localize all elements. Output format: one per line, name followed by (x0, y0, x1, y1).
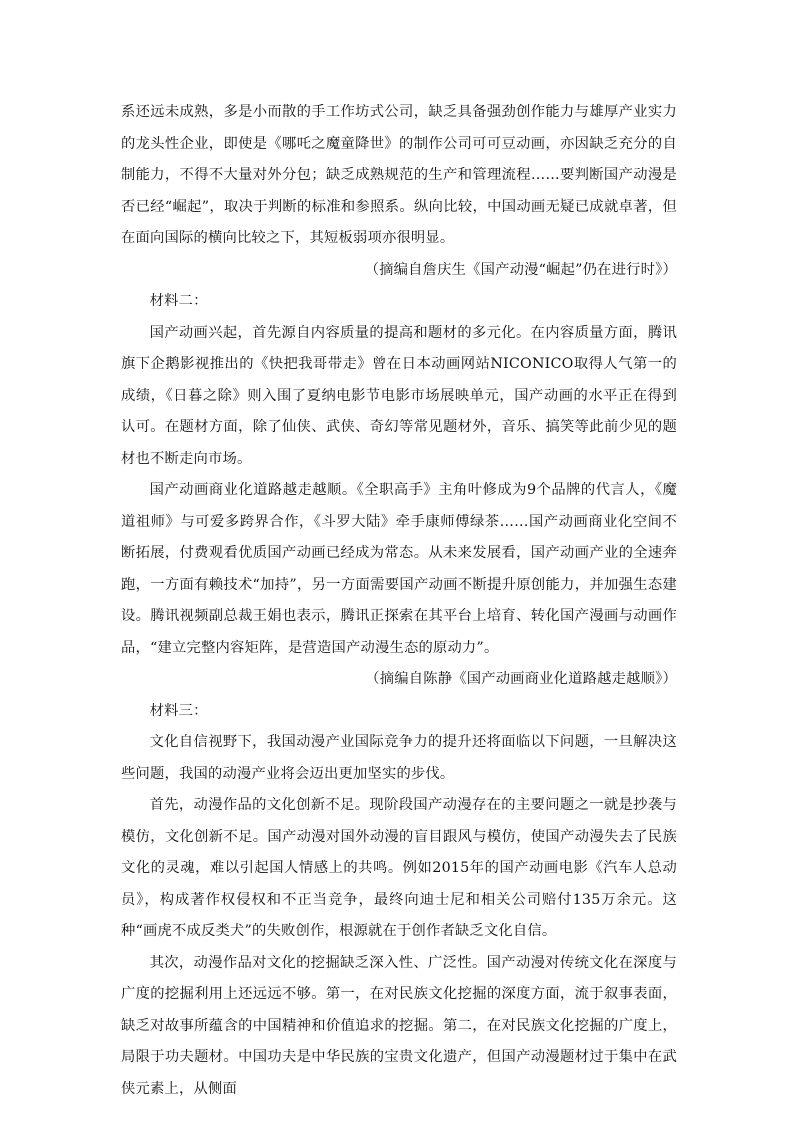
source-citation-1: （摘编自詹庆生《国产动漫“崛起”仍在进行时》） (364, 261, 677, 278)
material-three-paragraph-3: 其次，动漫作品对文化的挖掘缺乏深入性、广泛性。国产动漫对传统文化在深度与广度的挖掘利用上还远远不够。第一，在对民族文化挖掘的深度方面，流于叙事表面，缺乏对故事所蕴含的中国精神和价值追求的挖掘。第二，在对民族文化挖掘的广度上，局限于功夫题材。中国功夫是中华民族的宝贵文化遗产，但国产动漫题材过于集中在武侠元素上，从侧面 (121, 954, 677, 1097)
material-three-heading: 材料三： (149, 702, 208, 719)
material-two-paragraph-1: 国产动画兴起，首先源自内容质量的提高和题材的多元化。在内容质量方面，腾讯旗下企鹅影视推出的《快把我哥带走》曾在日本动画网站NICONICO取得人气第一的成绩，《日暮之除》则入围了夏纳电影节电影市场展映单元，国产动画的水平正在得到认可。在题材方面，除了仙侠、武侠、奇幻等常见题材外，音乐、搞笑等此前少见的题材也不断走向市场。 (121, 324, 677, 467)
document-page (121, 97, 677, 1105)
material-three-paragraph-2: 首先，动漫作品的文化创新不足。现阶段国产动漫存在的主要问题之一就是抄袭与模仿，文化创新不足。国产动漫对国外动漫的盲目跟风与模仿，使国产动漫失去了民族文化的灵魂，难以引起国人情感上的共鸣。例如2015年的国产动画电影《汽车人总动员》，构成著作权侵权和不正当竞争，最终向迪士尼和相关公司赔付135万余元。这种“画虎不成反类犬”的失败创作，根源就在于创作者缺乏文化自信。 (121, 797, 677, 939)
material-two-heading: 材料二： (149, 293, 208, 309)
material-two-paragraph-2: 国产动画商业化道路越走越顺。《全职高手》主角叶修成为9个品牌的代言人，《魔道祖师》与可爱多跨界合作，《斗罗大陆》牵手康师傅绿茶……国产动画商业化空间不断拓展，付费观看优质国产动画已经成为常态。从未来发展看，国产动画产业的全速奔跑，一方面有赖技术“加持”，另一方面需要国产动画不断提升原创能力，并加强生态建设。腾讯视频副总裁王娟也表示，腾讯正探索在其平台上培育、转化国产漫画与动画作品，“建立完整内容矩阵，是营造国产动漫生态的原动力”。 (121, 482, 677, 656)
intro-paragraph: 系还远未成熟，多是小而散的手工作坊式公司，缺乏具备强劲创作能力与雄厚产业实力的龙头性企业，即使是《哪吒之魔童降世》的制作公司可可豆动画，亦因缺乏充分的自制能力，不得不大量对外分包；缺乏成熟规范的生产和管理流程……要判断国产动漫是否已经“崛起”，取决于判断的标准和参照系。纵向比较，中国动画无疑已成就卓著，但在面向国际的横向比较之下，其短板弱项亦很明显。 (121, 104, 677, 246)
source-citation-2: （摘编自陈静《国产动画商业化道路越走越顺》） (365, 671, 677, 687)
material-three-paragraph-1: 文化自信视野下，我国动漫产业国际竞争力的提升还将面临以下问题，一旦解决这些问题，我国的动漫产业将会迈出更加坚实的步伐。 (121, 734, 677, 782)
